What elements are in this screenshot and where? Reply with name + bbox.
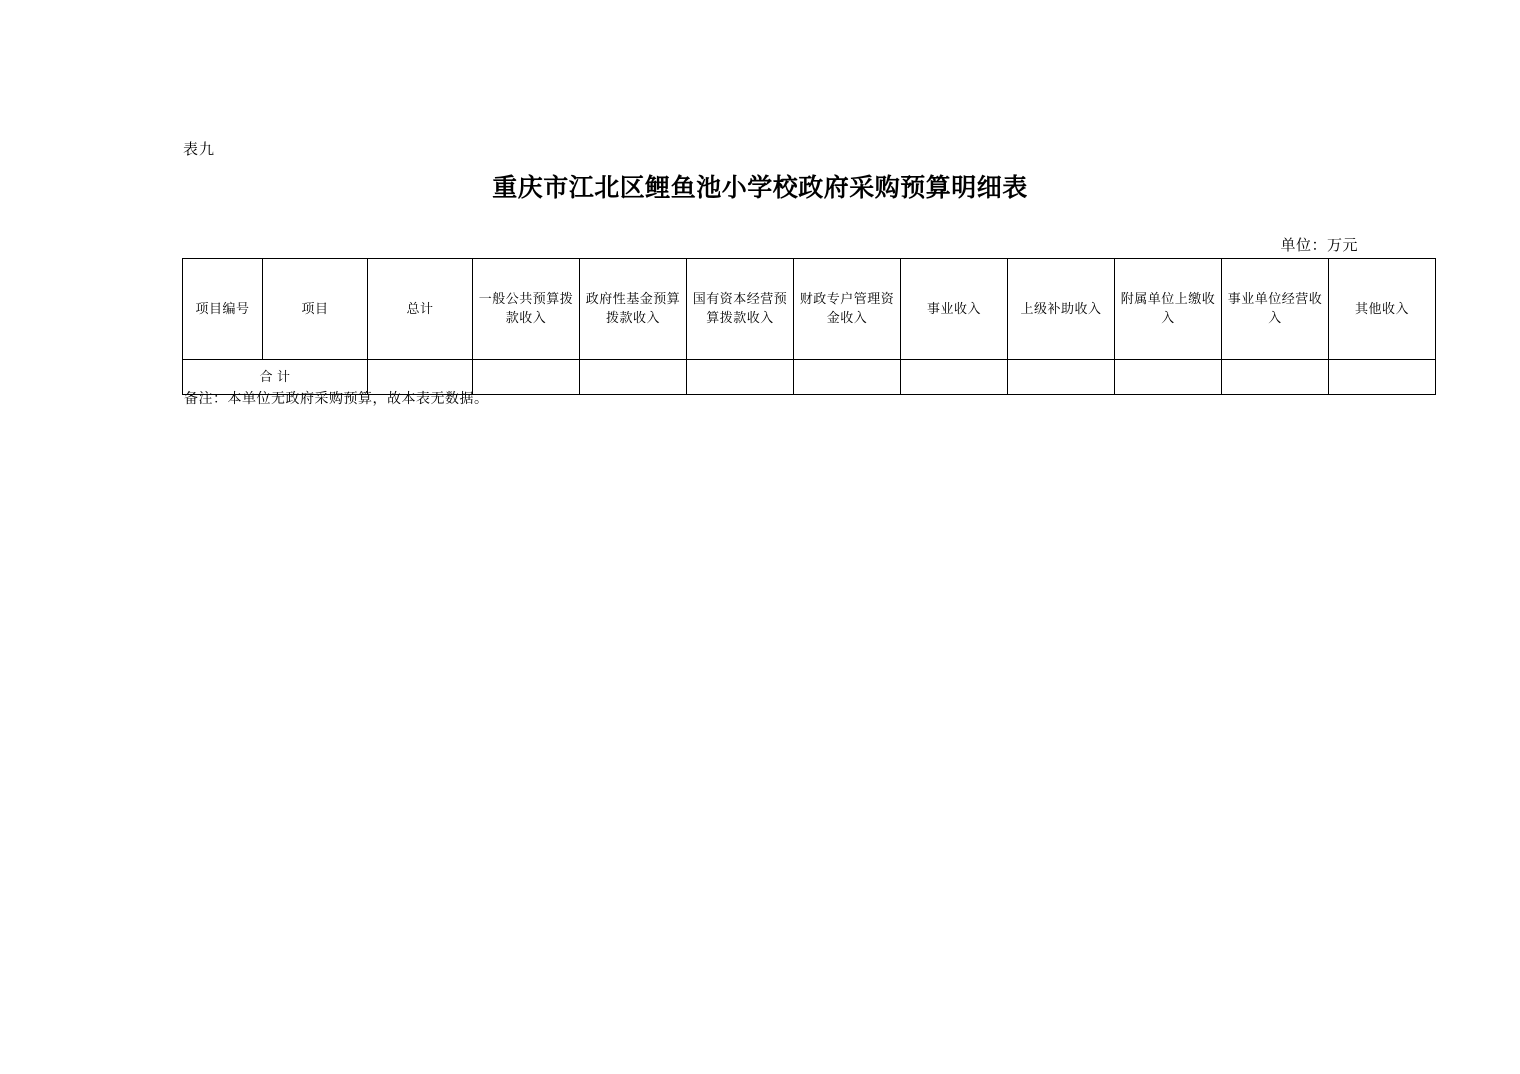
unit-note: 单位：万元 — [1280, 237, 1358, 254]
column-header-item-code: 项目编号 — [183, 259, 263, 360]
column-header-state-capital-budget: 国有资本经营预算拨款收入 — [687, 259, 794, 360]
column-header-general-public-budget: 一般公共预算拨款收入 — [473, 259, 580, 360]
table-remark: 备注：本单位无政府采购预算，故本表无数据。 — [184, 390, 489, 406]
procurement-budget-table — [182, 258, 1436, 395]
table-header-row — [183, 259, 1436, 360]
column-header-item: 项目 — [263, 259, 368, 360]
cell-superior-subsidy — [1008, 360, 1115, 395]
column-header-superior-subsidy: 上级补助收入 — [1008, 259, 1115, 360]
column-header-subordinate-remittance: 附属单位上缴收入 — [1115, 259, 1222, 360]
column-header-total: 总计 — [368, 259, 473, 360]
cell-fiscal-account-funds — [794, 360, 901, 395]
cell-other-income — [1329, 360, 1436, 395]
column-header-fiscal-account-funds: 财政专户管理资金收入 — [794, 259, 901, 360]
cell-operating-income — [1222, 360, 1329, 395]
column-header-other-income: 其他收入 — [1329, 259, 1436, 360]
page-title: 重庆市江北区鲤鱼池小学校政府采购预算明细表 — [492, 175, 1028, 202]
cell-government-fund-budget — [580, 360, 687, 395]
column-header-government-fund-budget: 政府性基金预算拨款收入 — [580, 259, 687, 360]
column-header-operating-income: 事业单位经营收入 — [1222, 259, 1329, 360]
table-label: 表九 — [183, 141, 216, 158]
cell-state-capital-budget — [687, 360, 794, 395]
column-header-business-income: 事业收入 — [901, 259, 1008, 360]
cell-business-income — [901, 360, 1008, 395]
cell-subordinate-remittance — [1115, 360, 1222, 395]
row-label-total: 合 计 — [183, 360, 368, 395]
